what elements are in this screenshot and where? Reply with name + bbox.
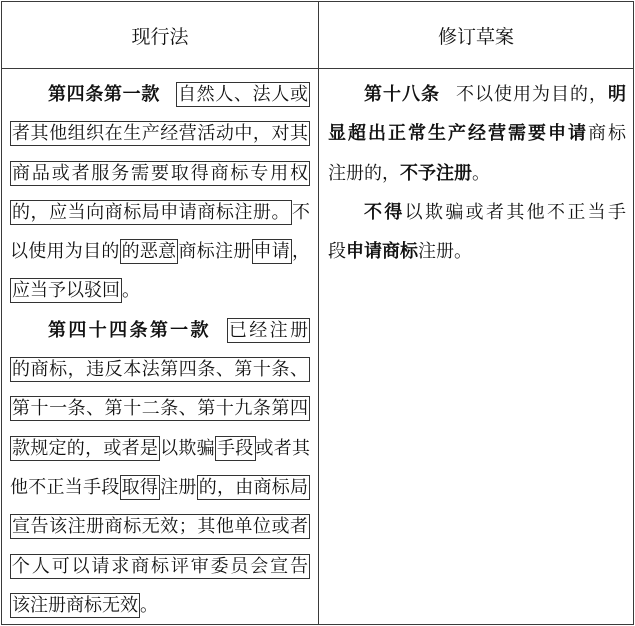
revised-draft-column bbox=[328, 75, 626, 271]
text-line bbox=[328, 75, 626, 114]
text-line bbox=[328, 193, 626, 232]
boxed-text: 宣告该注册商标无效；其他单位或者 bbox=[12, 516, 308, 538]
text-line bbox=[10, 75, 310, 114]
boxed-text: 的商标，违反本法第四条、第十条、 bbox=[12, 359, 308, 381]
boxed-text: 的，应当向商标局申请商标注册。 bbox=[12, 201, 290, 223]
bold-text: 不予注册 bbox=[400, 162, 472, 184]
text-segment: ， bbox=[292, 241, 311, 263]
text-line bbox=[10, 154, 310, 193]
text-line bbox=[10, 429, 310, 468]
bold-text: 显超出正常生产经营需要申请 bbox=[328, 123, 588, 145]
article-heading: 第四条第一款 bbox=[48, 84, 160, 105]
boxed-text: 个人可以请求商标评审委员会宣告 bbox=[12, 555, 308, 577]
text-line bbox=[328, 114, 626, 153]
article-heading: 第四十四条第一款 bbox=[48, 319, 211, 341]
text-segment: 。 bbox=[472, 162, 490, 184]
boxed-text: 手段 bbox=[216, 437, 254, 459]
text-line bbox=[10, 389, 310, 428]
text-segment: 他不正当手段 bbox=[10, 476, 120, 498]
text-segment: 以使用为目的 bbox=[10, 241, 120, 263]
boxed-text: 者其他组织在生产经营活动中，对其 bbox=[12, 123, 308, 145]
boxed-text: 的恶意 bbox=[121, 241, 177, 263]
text-segment: 不以使用为目的， bbox=[456, 84, 608, 105]
boxed-text: 款规定的，或者是 bbox=[12, 437, 159, 459]
text-segment: 以欺骗 bbox=[160, 437, 215, 459]
text-line bbox=[10, 311, 310, 350]
boxed-text: 商品或者服务需要取得商标专用权 bbox=[12, 162, 308, 184]
comparison-table bbox=[1, 1, 634, 625]
text-segment: 或者其 bbox=[255, 437, 311, 459]
current-law-column bbox=[10, 75, 310, 625]
text-line bbox=[10, 271, 310, 310]
boxed-text: 自然人、法人或 bbox=[178, 84, 308, 105]
text-line bbox=[10, 193, 310, 232]
text-segment: 注册。 bbox=[418, 241, 472, 263]
text-segment: 段 bbox=[328, 241, 346, 263]
text-line bbox=[10, 114, 310, 153]
boxed-text: 应当予以驳回 bbox=[12, 280, 120, 302]
text-line bbox=[328, 154, 626, 193]
column-divider bbox=[318, 2, 319, 624]
text-segment: 不 bbox=[292, 201, 310, 223]
text-line bbox=[10, 232, 310, 271]
text-segment: 商标 bbox=[588, 123, 626, 145]
boxed-text: 的，由商标局 bbox=[198, 476, 309, 498]
text-line bbox=[328, 232, 626, 271]
text-segment: 以欺骗或者其他不正当手 bbox=[404, 201, 627, 223]
text-segment: 。 bbox=[122, 280, 140, 302]
boxed-text: 已经注册 bbox=[228, 319, 309, 341]
text-line bbox=[10, 507, 310, 546]
text-line bbox=[10, 586, 310, 625]
text-line bbox=[10, 547, 310, 586]
bold-text: 申请商标 bbox=[346, 241, 418, 263]
text-line bbox=[10, 350, 310, 389]
text-segment: 注册的， bbox=[328, 162, 400, 184]
text-segment: 注册 bbox=[160, 476, 197, 498]
text-segment: 。 bbox=[140, 594, 158, 616]
column-header-current-law: 现行法 bbox=[131, 26, 189, 48]
bold-text: 明 bbox=[608, 84, 626, 105]
boxed-text: 取得 bbox=[121, 476, 159, 498]
text-segment: 商标注册 bbox=[178, 241, 252, 263]
text-line bbox=[10, 468, 310, 507]
column-header-revised-draft: 修订草案 bbox=[437, 26, 514, 48]
boxed-text: 该注册商标无效 bbox=[12, 594, 138, 616]
boxed-text: 申请 bbox=[253, 241, 291, 263]
bold-text: 不得 bbox=[364, 201, 405, 223]
article-heading: 第十八条 bbox=[364, 84, 440, 105]
boxed-text: 第十一条、第十二条、第十九条第四 bbox=[12, 398, 308, 420]
